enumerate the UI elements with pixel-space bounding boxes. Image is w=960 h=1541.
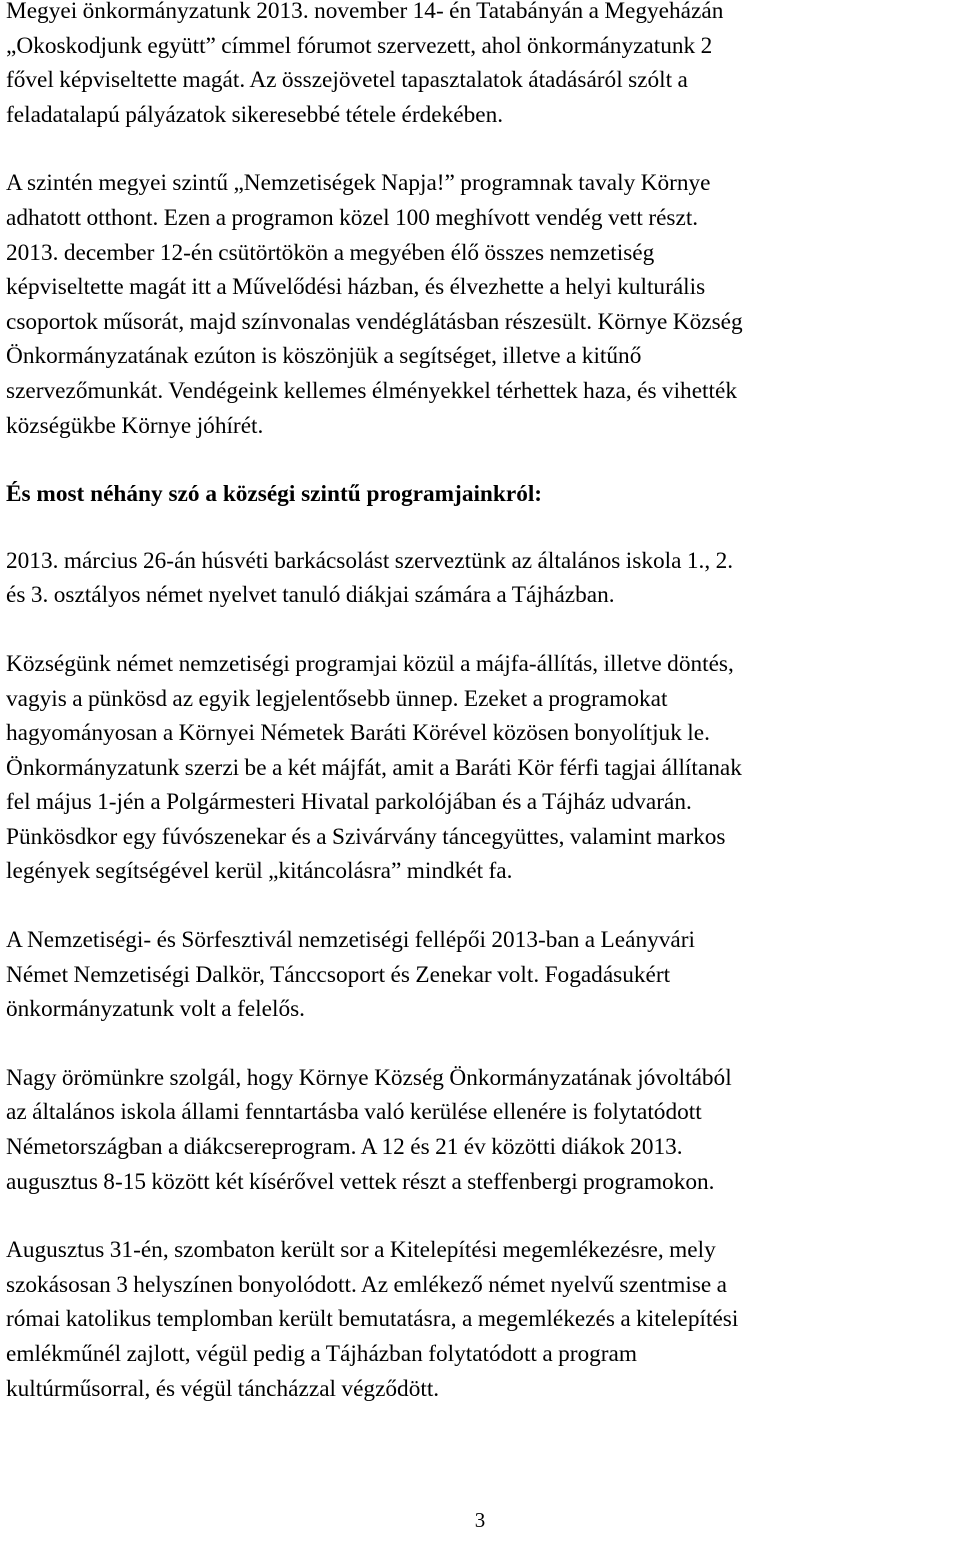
text-line: 2013. december 12-én csütörtökön a megyében élő összes nemzetiség	[6, 239, 655, 266]
text-line: hagyományosan a Környei Németek Baráti Körével közösen bonyolítjuk le.	[6, 720, 710, 747]
text-line: augusztus 8-15 között két kísérővel vettek részt a steffenbergi programokon.	[6, 1168, 715, 1195]
paragraph-student-exchange	[6, 1061, 956, 1199]
text-line: fővel képviseltette magát. Az összejövetel tapasztalatok átadásáról szólt a	[6, 67, 688, 94]
text-line: legények segítségével kerül „kitáncolásra” mindkét fa.	[6, 858, 513, 885]
text-line: és 3. osztályos német nyelvet tanuló diákjai számára a Tájházban.	[6, 582, 615, 609]
page-number: 3	[474, 1508, 486, 1532]
text-line: „Okoskodjunk együtt” címmel fórumot szervezett, ahol önkormányzatunk 2	[6, 32, 713, 59]
text-line: községükbe Környe jóhírét.	[6, 412, 264, 439]
paragraph-festival	[6, 923, 956, 1027]
text-line: szokásosan 3 helyszínen bonyolódott. Az emlékező német nyelvű szentmise a	[6, 1271, 728, 1298]
text-line: Nagy örömünkre szolgál, hogy Környe Község Önkormányzatának jóvoltából	[6, 1064, 732, 1091]
paragraph-commemoration	[6, 1233, 956, 1406]
text-line: az általános iskola állami fenntartásba való kerülése ellenére is folytatódott	[6, 1099, 702, 1126]
text-line: A Nemzetiségi- és Sörfesztivál nemzetiségi fellépői 2013-ban a Leányvári	[6, 927, 695, 954]
text-line: önkormányzatunk volt a felelős.	[6, 996, 305, 1023]
paragraph-nationalities-day	[6, 166, 956, 443]
text-line: emlékműnél zajlott, végül pedig a Tájházban folytatódott a program	[6, 1341, 638, 1367]
text-line: kultúrműsorral, és végül táncházzal végződött.	[6, 1375, 440, 1402]
page-content	[6, 0, 956, 1440]
text-line: szervezőmunkát. Vendégeink kellemes élményekkel térhettek haza, és vihették	[6, 377, 737, 404]
paragraph-maypole	[6, 647, 956, 889]
text-line: adhatott otthont. Ezen a programon közel 100 meghívott vendég vett részt.	[6, 204, 699, 231]
text-line: csoportok műsorát, majd színvonalas vendéglátásban részesült. Környe Község	[6, 308, 743, 335]
text-line: Németországban a diákcsereprogram. A 12 és 21 év közötti diákok 2013.	[6, 1134, 683, 1161]
text-line: A szintén megyei szintű „Nemzetiségek Napja!” programnak tavaly Környe	[6, 170, 711, 197]
text-line: képviseltette magát itt a Művelődési házban, és élvezhette a helyi kulturális	[6, 274, 706, 301]
text-line: Önkormányzatának ezúton is köszönjük a segítséget, illetve a kitűnő	[6, 343, 642, 370]
text-line: vagyis a pünkösd az egyik legjelentősebb ünnep. Ezeket a programokat	[6, 685, 668, 712]
text-line: feladatalapú pályázatok sikeresebbé tétele érdekében.	[6, 101, 504, 128]
text-line: Megyei önkormányzatunk 2013. november 14- én Tatabányán a Megyeházán	[6, 0, 724, 24]
text-line: Pünkösdkor egy fúvószenekar és a Szivárvány táncegyüttes, valamint markos	[6, 823, 726, 850]
text-line: római katolikus templomban került bemutatásra, a megemlékezés a kitelepítési	[6, 1306, 739, 1333]
text-line: Községünk német nemzetiségi programjai közül a májfa-állítás, illetve döntés,	[6, 650, 734, 677]
text-line: Önkormányzatunk szerzi be a két májfát, amit a Baráti Kör férfi tagjai állítanak	[6, 754, 742, 781]
paragraph-easter-crafts	[6, 544, 956, 613]
paragraph-forum	[6, 0, 956, 132]
text-line: fel május 1-jén a Polgármesteri Hivatal parkolójában és a Tájház udvarán.	[6, 789, 692, 816]
text-line: Augusztus 31-én, szombaton került sor a Kitelepítési megemlékezésre, mely	[6, 1237, 716, 1264]
text-line: Német Nemzetiségi Dalkör, Tánccsoport és Zenekar volt. Fogadásukért	[6, 961, 671, 988]
text-line: 2013. március 26-án húsvéti barkácsolást szerveztünk az általános iskola 1., 2.	[6, 547, 734, 574]
section-heading: És most néhány szó a községi szintű programjainkról:	[6, 481, 543, 508]
